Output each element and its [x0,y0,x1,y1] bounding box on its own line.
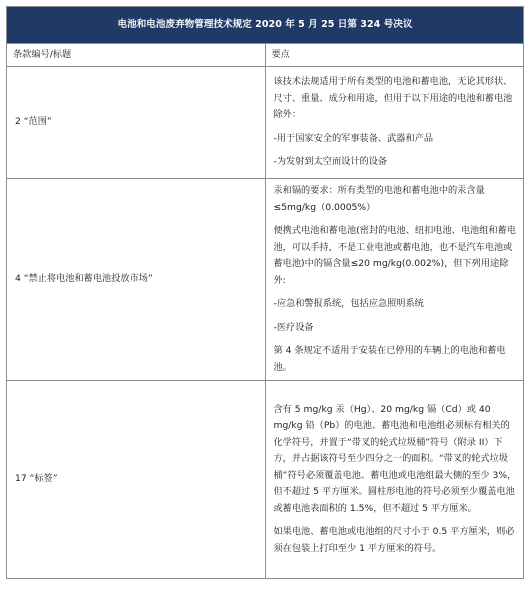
point-text: 如果电池、蓄电池或电池组的尺寸小于 0.5 平方厘米，则必须在包装上打印至少 1 平方厘米的符号。 [273,526,515,554]
point-text: -用于国家安全的军事装备、武器和产品 [273,132,434,144]
point-text: 汞和镉的要求：所有类型的电池和蓄电池中的汞含量≤5mg/kg（0.0005%） [273,185,485,213]
row-points [265,67,524,179]
table-row [7,67,524,179]
row-points [265,381,524,579]
point-text: 含有 5 mg/kg 汞（Hg）、20 mg/kg 镉（Cd）或 40 mg/kg 铅（Pb）的电池、蓄电池和电池组必须标有相关的化学符号，并置于“带叉的轮式垃圾桶”符号（附录 II）下方，并占据该符号至少四分之一的面积。“带叉的轮式垃圾桶”符号必须覆盖电池、蓄电池或电池组最大侧的至少 3%，但不超过 5 平方厘米。圆柱形电池的符号必须至少覆盖电池或蓄电池表面积的 1.5%，但不超过 5 平方厘米。 [273,403,517,514]
point-text: 该技术法规适用于所有类型的电池和蓄电池，无论其形状、尺寸、重量、成分和用途，但用于以下用途的电池和蓄电池除外： [273,76,513,121]
point-text: -应急和警报系统，包括应急照明系统 [273,298,424,309]
point-text: -为发射到太空而设计的设备 [273,156,388,168]
table-row [7,381,524,579]
row-points [265,179,524,381]
header-points: 要点 [265,44,524,67]
table-title: 电池和电池废弃物管理技术规定 2020 年 5 月 25 日第 324 号决议 [7,7,524,44]
point-text: -医疗设备 [273,321,314,333]
regulation-table [6,6,524,579]
point-text: 第 4 条规定不适用于安装在已停用的车辆上的电池和蓄电池。 [273,345,506,373]
row-clause: 17 “标签” [7,381,266,579]
regulation-document [6,6,524,579]
table-row [7,179,524,381]
header-clause: 条款编号/标题 [7,44,266,67]
point-text: 便携式电池和蓄电池(密封的电池、纽扣电池、电池组和蓄电池，可以手持，不是工业电池或蓄电池，也不是汽车电池或蓄电池)中的镉含量≤20 mg/kg(0.002%)，但下列用途除外: [273,225,516,286]
row-clause: 2 “范围” [7,67,266,179]
row-clause: 4 “禁止将电池和蓄电池投放市场” [7,179,266,381]
table-title-row [7,7,524,44]
table-header-row [7,44,524,67]
